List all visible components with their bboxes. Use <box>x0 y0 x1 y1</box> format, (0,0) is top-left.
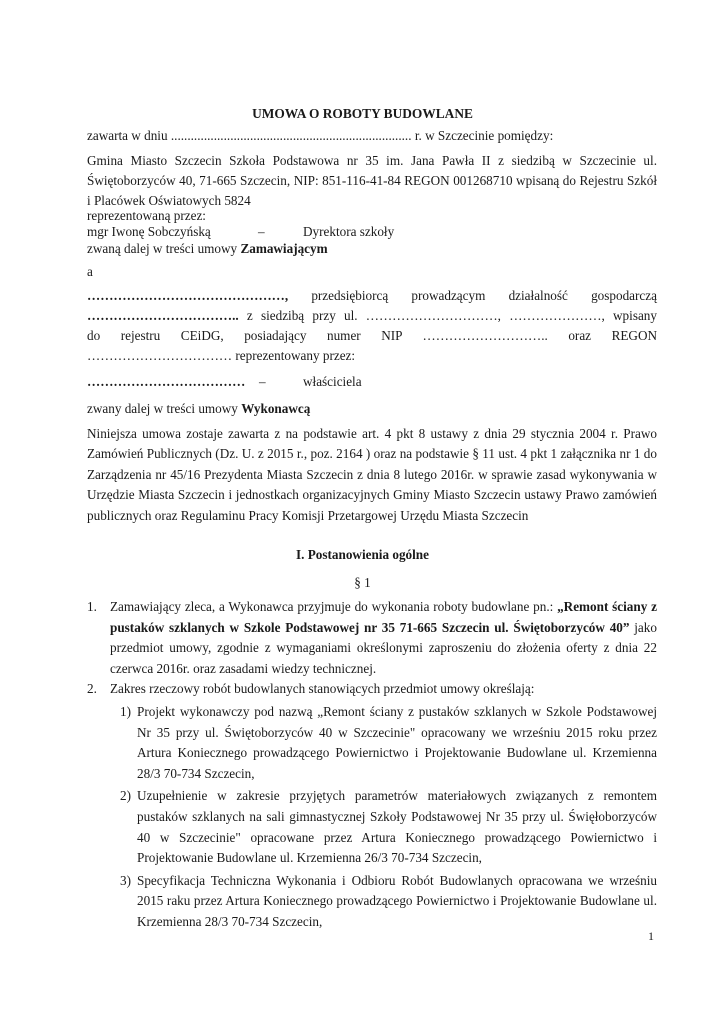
document-title: UMOWA O ROBOTY BUDOWLANE <box>252 106 473 121</box>
sub-list-item <box>87 786 657 868</box>
party2-called-prefix: zwany dalej w treści umowy <box>87 401 242 416</box>
sub-list-item <box>87 702 657 784</box>
list-item-text-bold: „Remont ściany z pustaków szklanych w Szkole Podstawowej nr 35 71-665 Szczecin ul. Świętoborzyców 40” <box>110 599 657 635</box>
party2-company-placeholder: …………………………….. <box>87 308 239 323</box>
party2-line2-text: z siedzibą przy ul. …………………………, …………………, wpisany <box>238 308 657 323</box>
list-item-text-pre: Zamawiający zleca, a Wykonawca przyjmuje do wykonania roboty budowlane pn.: <box>110 599 558 614</box>
list-item-text: Zakres rzeczowy robót budowlanych stanowiących przedmiot umowy określają: <box>110 681 535 697</box>
list-item-number: 2. <box>87 681 97 697</box>
party1-called-prefix: zwaną dalej w treści umowy <box>87 241 241 256</box>
contract-date-line: zawarta w dniu ......................................................................... r. w Szczecinie pomiędzy: <box>87 128 554 143</box>
party2-owner-placeholder: ……………………………… <box>87 374 246 389</box>
legal-basis-paragraph: Niniejsza umowa zostaje zawarta z na podstawie art. 4 pkt 8 ustawy z dnia 29 stycznia 2004 r. Prawo Zamówień Publicznych (Dz. U. z 2015 r., poz. 2164 ) oraz na podstawie § 11 ust. 4 pkt 1 załącznika nr 1 do Zarządzenia nr 45/16 Prezydenta Miasta Szczecin z dnia 8 lutego 2016r. w sprawie zasad wykonywania w Urzędzie Miasta Szczecin i jednostkach organizacyjnych Gminy Miasto Szczecin ustawy Prawo zamówień publicznych oraz Regulaminu Pracy Komisji Przetargowej Urzędu Miasta Szczecin <box>87 426 657 523</box>
list-item-text-post: jako przedmiot umowy, zgodnie z wymaganiami określonymi zaproszeniu do złożenia oferty z dnia 22 czerwca 2016r. oraz zasadami wiedzy technicznej. <box>110 619 657 676</box>
sub-list-item-number: 3) <box>120 872 131 888</box>
sub-list-item-number: 1) <box>120 703 131 719</box>
list-item-text <box>110 597 657 679</box>
sub-list-item-text: Specyfikacja Techniczna Wykonania i Odbioru Robót Budowlanych opracowana we wrześniu 2015 raku przez Artura Koniecznego prowadzącego Powiernictwo i Projektowanie Budowlane ul. Krzemienna 28/3 70-734 Szczecin, <box>137 872 657 929</box>
page-number: 1 <box>648 929 654 943</box>
party2-line3: do rejestru CEiDG, posiadający numer NIP ……………………….. oraz REGON <box>87 328 657 343</box>
party1-rep-name: mgr Iwonę Sobczyńską <box>87 224 211 239</box>
party1-rep-label: reprezentowaną przez: <box>87 208 206 223</box>
paragraph-mark: § 1 <box>354 575 371 590</box>
party1-called <box>87 239 657 259</box>
party1-rep-role: Dyrektora szkoły <box>303 224 395 239</box>
party2-line1 <box>87 286 657 306</box>
party2-name-placeholder: ………………………………………, <box>87 288 289 303</box>
party2-line2 <box>87 306 657 326</box>
sub-list-item-text: Uzupełnienie w zakresie przyjętych parametrów materiałowych związanych z remontem pustaków szklanych na sali gimnastycznej Szkoły Podstawowej Nr 35 przy ul. Święłoborzyców 40 w Szczecinie" opracowane przez Artura Koniecznego prowadzącego Powiernictwo i Projektowanie Budowlane ul. Krzemienna 26/3 70-734 Szczecin, <box>137 788 657 866</box>
list-item <box>87 679 657 932</box>
party2-owner-dash: – <box>259 374 266 389</box>
party2-owner-role: właściciela <box>303 374 362 389</box>
party2-called-name: Wykonawcą <box>241 401 311 416</box>
section-title: I. Postanowienia ogólne <box>296 547 429 562</box>
party2-called <box>87 399 657 419</box>
party1-description: Gmina Miasto Szczecin Szkoła Podstawowa nr 35 im. Jana Pawła II z siedzibą w Szczecinie ul. Świętoborzyców 40, 71-665 Szczecin, NIP: 851-116-41-84 REGON 001268710 wpisaną do Rejestru Szkół i Placówek Oświatowych 5824 <box>87 153 657 208</box>
sub-list-item-text: Projekt wykonawczy pod nazwą „Remont ściany z pustaków szklanych w Szkole Podstawowej Nr 35 przy ul. Świętoborzyców 40 w Szczecinie" opracowany we wrześniu 2015 roku przez Artura Koniecznego prowadzącego Powiernictwo i Projektowanie Budowlane ul. Krzemienna 28/3 70-734 Szczecin, <box>137 703 657 781</box>
list-item-number: 1. <box>87 599 97 614</box>
sub-list-item-number: 2) <box>120 788 131 804</box>
conjunction-and: a <box>87 264 93 279</box>
numbered-list <box>87 597 657 933</box>
party2-owner-row <box>87 372 657 392</box>
party1-rep-dash: – <box>258 224 265 239</box>
party2-line4: …………………………… reprezentowany przez: <box>87 348 356 363</box>
sub-list-item <box>87 871 657 933</box>
list-item <box>87 597 657 679</box>
party2-line1-text: przedsiębiorcą prowadzącym działalność gospodarczą <box>288 288 657 303</box>
party1-called-name: Zamawiającym <box>240 241 328 256</box>
